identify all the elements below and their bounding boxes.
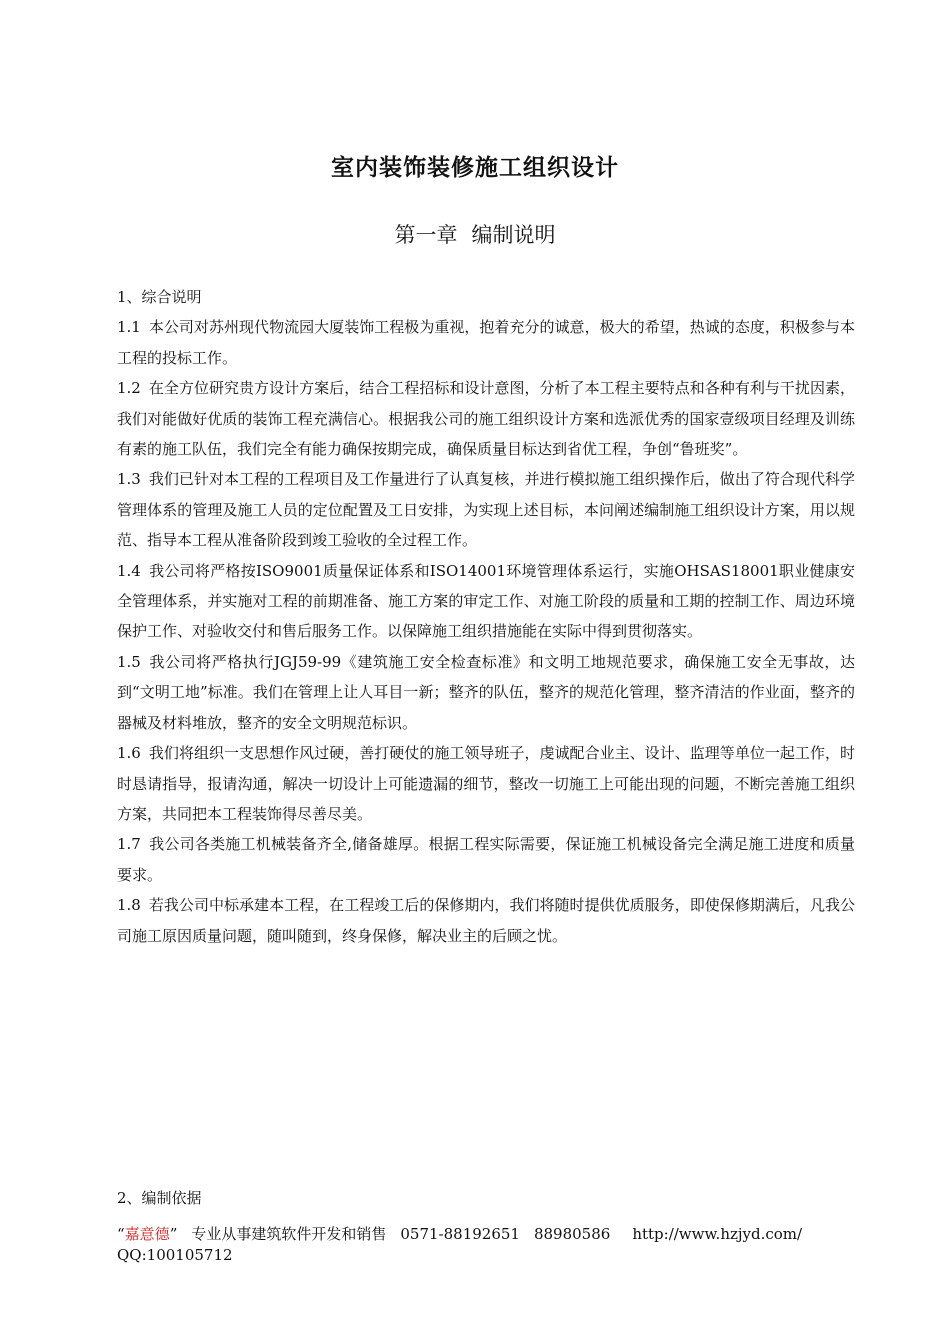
chapter-name: 编制说明 [471, 223, 556, 247]
paragraph-text: 在全方位研究贵方设计方案后，结合工程招标和设计意图，分析了本工程主要特点和各种有利与干扰因素，我们对能做好优质的装饰工程充满信心。根据我公司的施工组织设计方案和选派优秀的国家壹级项目经理及训练有素的施工队伍，我们完全有能力确保按期完成，确保质量目标达到省优工程，争创“鲁班奖”。 [117, 379, 855, 459]
page-footer [117, 1224, 877, 1266]
paragraph-text: 若我公司中标承建本工程，在工程竣工后的保修期内，我们将随时提供优质服务，即使保修期满后，凡我公司施工原因质量问题，随叫随到，终身保修，解决业主的后顾之忧。 [117, 896, 855, 945]
paragraph-1-5 [117, 647, 855, 738]
paragraph-text: 我公司将严格执行JGJ59-99《建筑施工安全检查标准》和文明工地规范要求，确保施工安全无事故，达到“文明工地”标准。我们在管理上让人耳目一新；整齐的队伍，整齐的规范化管理，整齐清洁的作业面，整齐的器械及材料堆放，整齐的安全文明规范标识。 [117, 652, 855, 732]
paragraph-1-4 [117, 556, 855, 647]
paragraph-number: 1.8 [117, 896, 141, 915]
footer-quote-close: ” [169, 1225, 178, 1243]
paragraph-number: 1.3 [117, 470, 141, 489]
footer-line-2 [117, 1245, 877, 1266]
paragraph-text: 我们将组织一支思想作风过硬，善打硬仗的施工领导班子，虔诚配合业主、设计、监理等单位一起工作，时时恳请指导，报请沟通，解决一切设计上可能遗漏的细节，整改一切施工上可能出现的问题，不断完善施工组织方案，共同把本工程装饰得尽善尽美。 [117, 744, 855, 823]
paragraph-number: 1.6 [117, 744, 141, 763]
footer-quote-open: “ [117, 1225, 125, 1243]
paragraph-text: 我公司将严格按ISO9001质量保证体系和ISO14001环境管理体系运行，实施OHSAS18001职业健康安全管理体系，并实施对工程的前期准备、施工方案的审定工作、对施工阶段的质量和工期的控制工作、周边环境保护工作、对验收交付和售后服务工作。以保障施工组织措施能在实际中得到贯彻落实。 [117, 561, 855, 641]
footer-phone-1: 0571-88192651 [400, 1225, 520, 1243]
paragraph-number: 1.5 [117, 652, 141, 671]
paragraph-number: 1.2 [117, 379, 141, 398]
footer-phone-2: 88980586 [533, 1225, 611, 1243]
document-body [117, 282, 855, 951]
chapter-number: 第一章 [394, 223, 458, 247]
paragraph-1-8 [117, 890, 855, 951]
footer-qq: QQ:100105712 [117, 1246, 233, 1264]
footer-url-link[interactable]: http://www.hzjyd.com/ [632, 1225, 803, 1243]
section-heading-1: 1、综合说明 [117, 288, 202, 306]
paragraph-number: 1.1 [117, 318, 141, 337]
footer-line-1 [117, 1224, 877, 1245]
paragraph-1-3 [117, 464, 855, 555]
paragraph-1-6 [117, 738, 855, 829]
paragraph-1-1 [117, 312, 855, 373]
paragraph-text: 我们已针对本工程的工程项目及工作量进行了认真复核，并进行模拟施工组织操作后，做出了符合现代科学管理体系的管理及施工人员的定位配置及工日安排，为实现上述目标，本问阐述编制施工组织设计方案，用以规范、指导本工程从准备阶段到竣工验收的全过程工作。 [117, 470, 855, 550]
section-heading-2: 2、编制依据 [117, 1189, 202, 1207]
chapter-title [0, 218, 950, 252]
paragraph-1-7 [117, 829, 855, 890]
document-title: 室内装饰装修施工组织设计 [331, 154, 619, 181]
paragraph-number: 1.4 [117, 561, 141, 580]
footer-brand: 嘉意德 [124, 1225, 170, 1243]
paragraph-text: 我公司各类施工机械装备齐全,储备雄厚。根据工程实际需要，保证施工机械设备完全满足施工进度和质量要求。 [117, 835, 855, 884]
paragraph-number: 1.7 [117, 835, 141, 854]
paragraph-1-2 [117, 373, 855, 464]
paragraph-text: 本公司对苏州现代物流园大厦装饰工程极为重视，抱着充分的诚意，极大的希望，热诚的态度，积极参与本工程的投标工作。 [117, 318, 855, 367]
footer-tagline: 专业从事建筑软件开发和销售 [191, 1225, 387, 1243]
